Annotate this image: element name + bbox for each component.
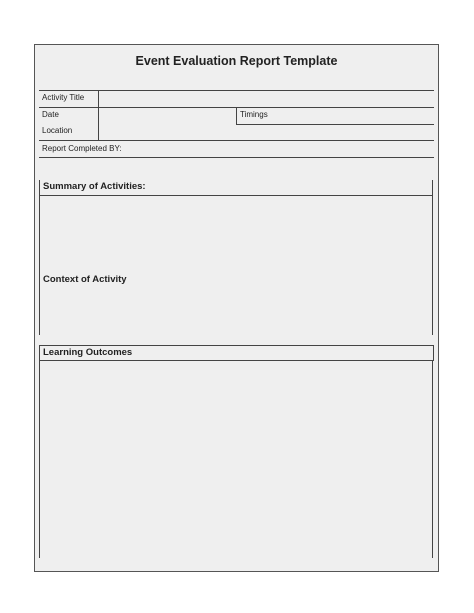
date-label: Date xyxy=(42,110,59,119)
learning-outcomes-right-border xyxy=(432,361,433,558)
table-column-divider xyxy=(236,107,237,124)
activity-title-label: Activity Title xyxy=(42,93,85,102)
timings-label: Timings xyxy=(240,110,268,119)
summary-of-activities-heading: Summary of Activities: xyxy=(43,181,146,192)
summary-right-border xyxy=(432,180,433,335)
context-of-activity-heading: Context of Activity xyxy=(43,274,127,285)
table-row-divider xyxy=(39,140,434,141)
learning-outcomes-heading: Learning Outcomes xyxy=(43,347,133,358)
document-title: Event Evaluation Report Template xyxy=(135,54,338,68)
summary-left-border xyxy=(39,180,40,335)
table-bottom-border xyxy=(39,157,434,158)
summary-heading-divider xyxy=(39,195,432,196)
learning-outcomes-left-border xyxy=(39,361,40,558)
table-column-divider xyxy=(98,90,99,140)
location-label: Location xyxy=(42,126,73,135)
report-completed-by-label: Report Completed BY: xyxy=(42,144,122,153)
timings-cell-border xyxy=(236,124,434,125)
report-page xyxy=(34,44,439,572)
